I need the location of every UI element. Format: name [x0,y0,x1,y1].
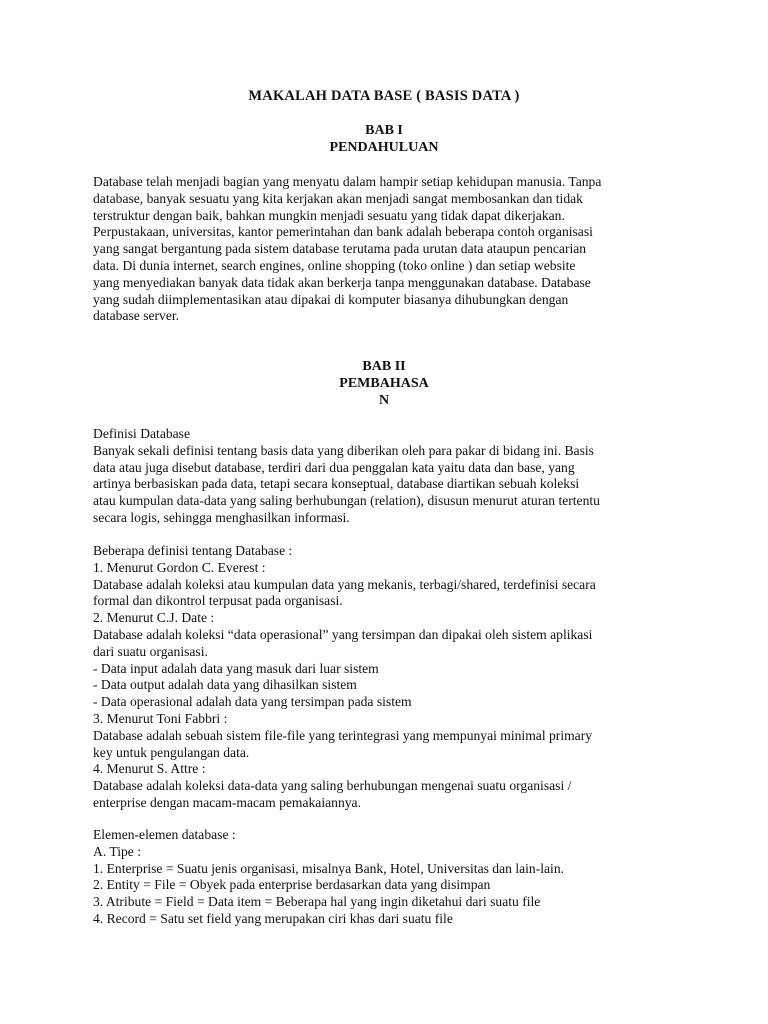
text-line: database server. [93,308,180,324]
text-line: Database adalah koleksi atau kumpulan data yang mekanis, terbagi/shared, terdefinisi secara [93,576,596,592]
text-line: enterprise dengan macam-macam pemakaiannya. [93,794,361,810]
list-item: 1. Enterprise = Suatu jenis organisasi, misalnya Bank, Hotel, Universitas dan lain-lain. [93,860,565,876]
text-line: key untuk pengulangan data. [93,744,250,760]
text-line: Banyak sekali definisi tentang basis data yang diberikan oleh para pakar di bidang ini. Basis [93,442,594,458]
list-item: 2. Entity = File = Obyek pada enterprise berdasarkan data yang disimpan [93,877,491,893]
bab1-heading-title: PENDAHULUAN [329,140,439,155]
definisi-section [93,426,683,527]
text-line: yang menyediakan banyak data tidak akan berkerja tanpa menggunakan database. Database [93,274,591,290]
text-line: atau kumpulan data-data yang saling berhubungan (relation), disusun menurut aturan tertentu [93,493,600,509]
bab2-heading-title-wrap: N [378,393,390,408]
text-line: Database telah menjadi bagian yang menyatu dalam hampir setiap kehidupan manusia. Tanpa [93,174,602,189]
list-item: A. Tipe : [93,843,141,859]
text-line: yang sudah diimplementasikan atau dipakai di komputer biasanya dihubungkan dengan [93,291,569,307]
text-line: data. Di dunia internet, search engines, online shopping (toko online ) dan setiap website [93,257,576,273]
list-item: 3. Menurut Toni Fabbri : [93,710,228,726]
text-line: secara logis, sehingga menghasilkan informasi. [93,509,350,525]
text-line: artinya berbasiskan pada data, tetapi secara konseptual, database diartikan sebuah koleksi [93,476,580,492]
list-item: 3. Atribute = Field = Data item = Beberapa hal yang ingin diketahui dari suatu file [93,894,541,910]
bab1-heading-number: BAB I [365,123,403,138]
text-line: data atau juga disebut database, terdiri dari dua penggalan kata yaitu data dan base, yang [93,459,575,475]
text-line: Database adalah sebuah sistem file-file yang terintegrasi yang mempunyai minimal primary [93,727,593,743]
section-heading-elemen: Elemen-elemen database : [93,827,236,842]
text-line: database, banyak sesuatu yang kita kerjakan akan menjadi sangat membosankan dan tidak [93,190,583,206]
text-line: dari suatu organisasi. [93,643,208,659]
list-item: 2. Menurut C.J. Date : [93,610,215,626]
bab1-paragraph [93,174,683,325]
list-item: - Data operasional adalah data yang tersimpan pada sistem [93,694,412,710]
list-item: - Data input adalah data yang masuk dari luar sistem [93,660,379,676]
text-line: Database adalah koleksi “data operasional” yang tersimpan dan dipakai oleh sistem aplikasi [93,626,593,642]
section-heading-beberapa-definisi: Beberapa definisi tentang Database : [93,543,293,558]
bab2-heading-number: BAB II [362,359,406,374]
beberapa-definisi-section [93,543,683,812]
document-title: MAKALAH DATA BASE ( BASIS DATA ) [248,88,520,104]
list-item: 4. Menurut S. Attre : [93,761,206,777]
text-line: Perpustakaan, universitas, kantor pemerintahan dan bank adalah beberapa contoh organisasi [93,224,593,240]
text-line: terstruktur dengan baik, bahkan mungkin menjadi sesuatu yang tidak dapat dikerjakan. [93,207,565,223]
list-item: 4. Record = Satu set field yang merupakan ciri khas dari suatu file [93,910,453,926]
section-heading-definisi: Definisi Database [93,426,191,441]
elemen-section [93,827,683,928]
text-line: Database adalah koleksi data-data yang saling berhubungan mengenai suatu organisasi / [93,778,572,794]
bab2-heading-title: PEMBAHASA [339,376,429,391]
list-item: - Data output adalah data yang dihasilkan sistem [93,677,357,693]
list-item: 1. Menurut Gordon C. Everest : [93,559,266,575]
text-line: formal dan dikontrol terpusat pada organisasi. [93,593,343,609]
text-line: yang sangat bergantung pada sistem database terutama pada urutan data ataupun pencarian [93,241,587,257]
